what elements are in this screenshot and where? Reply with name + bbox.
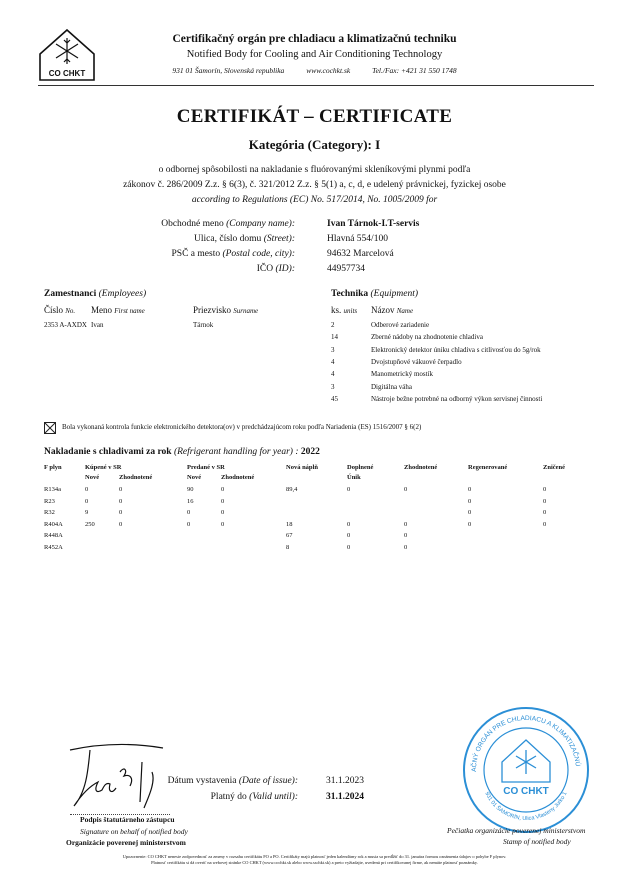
signature-label-sk: Podpis štatutárneho zástupcu xyxy=(80,815,175,824)
org-contact xyxy=(0,66,629,75)
refrigerant-cell-fill: 18 xyxy=(286,520,293,528)
city-value: 94632 Marcelová xyxy=(327,249,394,259)
company-name-label: Obchodné meno (Company name): xyxy=(161,219,295,229)
col-refilled: Doplnené xyxy=(347,464,374,471)
official-stamp xyxy=(462,706,590,834)
col-bought-new: Nové xyxy=(85,474,100,481)
refrigerant-cell-s_new: 90 xyxy=(187,486,194,493)
valid-date-label: Platný do (Valid until): xyxy=(210,792,298,802)
equipment-qty: 4 xyxy=(331,357,335,366)
equipment-qty: 45 xyxy=(331,394,338,403)
ico-value: 44957734 xyxy=(327,264,365,274)
refrigerant-cell-recov: 0 xyxy=(404,520,408,528)
company-name-value: Ivan Tárnok-I.T-servis xyxy=(327,219,420,229)
refrigerant-cell-s_new: 16 xyxy=(187,497,194,505)
col-bought: Kúpené v SR xyxy=(85,464,122,471)
equipment-name: Zberné nádoby na zhodnotenie chladiva xyxy=(371,333,483,342)
refrigerant-cell-regen: 0 xyxy=(468,486,472,493)
refrigerant-cell-gas: R448A xyxy=(44,532,63,539)
refrigerant-cell-b_new: 250 xyxy=(85,520,95,528)
equipment-qty: 3 xyxy=(331,382,335,391)
equipment-name: Nástroje bežne potrebné na odborný výkon servisnej činnosti xyxy=(371,394,543,403)
intro-line-3: according to Regulations (EC) No. 517/2014, No. 1005/2009 for xyxy=(191,195,438,205)
employee-first: Ivan xyxy=(91,321,104,329)
refrigerant-cell-regen: 0 xyxy=(468,520,472,528)
refrigerant-cell-fill: 8 xyxy=(286,543,290,551)
refrigerant-cell-b_rec: 0 xyxy=(119,520,123,528)
stamp-snowflake-icon xyxy=(502,740,550,782)
refrigerant-cell-destr: 0 xyxy=(543,520,547,528)
equipment-qty: 4 xyxy=(331,370,335,379)
refrigerant-cell-b_new: 9 xyxy=(85,509,89,516)
org-name-en: Notified Body for Cooling and Air Conditioning Technology xyxy=(186,49,443,60)
stamp-label-en: Stamp of notified body xyxy=(503,837,571,846)
certificate-category: Kategória (Category): I xyxy=(248,137,381,152)
col-destroyed: Zničené xyxy=(543,464,566,471)
equipment-qty: 2 xyxy=(331,321,335,329)
footer-line-2: Platnosť certifikátu si dá overiť na webovej stránke CO CHKT (www.cochkt.sk alebo www.sschkt.sk) a preto vyžiadajte, uvedenú pri certifikovanej firme, ak nemáte platnosť poznámky. xyxy=(151,859,478,865)
handwritten-signature xyxy=(68,742,178,817)
refrigerant-cell-s_rec: 0 xyxy=(221,520,225,528)
org-name-sk: Certifikačný orgán pre chladiacu a klimatizačnú techniku xyxy=(172,33,457,45)
ico-label: IČO (ID): xyxy=(256,264,295,274)
refrigerant-cell-fill: 67 xyxy=(286,532,293,539)
col-new-fill: Nová náplň xyxy=(286,464,318,471)
refrigerant-cell-gas: R404A xyxy=(44,520,63,528)
certificate-title: CERTIFIKÁT – CERTIFICATE xyxy=(176,106,453,127)
equipment-col-name: Názov Name xyxy=(371,305,414,315)
refrigerant-cell-b_rec: 0 xyxy=(119,509,123,516)
refrigerant-cell-destr: 0 xyxy=(543,497,547,505)
issue-date-label: Dátum vystavenia (Date of issue): xyxy=(167,776,298,786)
valid-date-value: 31.1.2024 xyxy=(326,792,364,802)
refrigerant-cell-b_new: 0 xyxy=(85,486,89,493)
refrigerant-cell-gas: R134a xyxy=(44,486,61,493)
org-address: 931 01 Šamorín, Slovenská republika xyxy=(172,66,285,75)
col-sold-recovered: Zhodnotené xyxy=(221,474,255,481)
street-value: Hlavná 554/100 xyxy=(327,234,388,244)
equipment-name: Elektronický detektor úniku chladiva s citlivosťou do 5g/rok xyxy=(371,345,541,354)
refrigerant-cell-regen: 0 xyxy=(468,509,472,516)
checkmark-x-icon xyxy=(45,423,55,433)
stamp-label-sk: Pečiatka organizácie poverenej ministerstvom xyxy=(447,826,586,835)
equipment-qty: 14 xyxy=(331,333,338,342)
employees-col-last: Priezvisko Surname xyxy=(193,305,259,315)
detector-check-checkbox[interactable] xyxy=(44,422,56,434)
refrigerant-cell-recov: 0 xyxy=(404,543,408,551)
org-web: www.cochkt.sk xyxy=(306,66,351,75)
refrigerant-cell-s_rec: 0 xyxy=(221,486,225,493)
col-recovered: Zhodnotené xyxy=(404,464,438,471)
city-label: PSČ a mesto (Postal code, city): xyxy=(171,249,295,259)
refrigerant-cell-refill: 0 xyxy=(347,543,351,551)
refrigerant-cell-b_rec: 0 xyxy=(119,486,123,493)
refrigerant-cell-s_rec: 0 xyxy=(221,509,225,516)
equipment-col-qty: ks. units xyxy=(331,305,358,315)
refrigerant-cell-fill: 89,4 xyxy=(286,486,298,493)
refrigerant-cell-recov: 0 xyxy=(404,532,408,539)
refrigerant-heading: Nakladanie s chladivami za rok (Refrigerant handling for year) : 2022 xyxy=(44,447,320,457)
refrigerant-cell-regen: 0 xyxy=(468,497,472,505)
refrigerant-cell-refill: 0 xyxy=(347,486,351,493)
issue-date-value: 31.1.2023 xyxy=(326,776,364,786)
employees-col-first: Meno First name xyxy=(91,305,145,315)
street-label: Ulica, číslo domu (Street): xyxy=(194,234,295,244)
header-rule xyxy=(38,85,594,86)
employee-no: 2353 A-AXDX xyxy=(44,321,87,329)
col-gas: F plyn xyxy=(44,464,62,471)
refrigerant-cell-refill: 0 xyxy=(347,532,351,539)
equipment-heading: Technika (Equipment) xyxy=(331,289,419,299)
refrigerant-cell-gas: R452A xyxy=(44,543,63,551)
signature-org: Organizácie poverenej ministerstvom xyxy=(66,838,186,847)
refrigerant-cell-b_new: 0 xyxy=(85,497,89,505)
employees-heading: Zamestnanci (Employees) xyxy=(44,289,147,299)
employees-col-no: Číslo No. xyxy=(44,305,76,315)
footer-note xyxy=(30,854,599,865)
equipment-name: Odberové zariadenie xyxy=(371,321,430,329)
intro-line-2: zákonov č. 286/2009 Z.z. § 6(3), č. 321/2012 Z.z. § 5(1) a, c, d, e udelený právnickej, fyzickej osobe xyxy=(123,180,506,190)
refrigerant-cell-b_rec: 0 xyxy=(119,497,123,505)
equipment-name: Manometrický mostík xyxy=(371,370,434,379)
signature-label-en: Signature on behalf of notified body xyxy=(80,827,188,836)
svg-text:CO CHKT: CO CHKT xyxy=(503,786,549,797)
svg-text:931 01 ŠAMORÍN, Ulica Vlasteny: 931 01 ŠAMORÍN, Ulica Vlasteny Jurko 1 xyxy=(483,791,569,823)
refrigerant-cell-s_new: 0 xyxy=(187,520,191,528)
refrigerant-cell-s_new: 0 xyxy=(187,509,191,516)
org-tel: Tel./Fax: +421 31 550 1748 xyxy=(372,66,457,75)
detector-check-note: Bola vykonaná kontrola funkcie elektronického detektora(ov) v predchádzajúcom roku podľa Nariadenia (ES) 1516/2007 § 6(2) xyxy=(62,423,422,431)
col-leak: Únik xyxy=(347,474,361,481)
col-regenerated: Regenerované xyxy=(468,464,508,471)
svg-text:CERTIFIKAČNÝ ORGÁN PRE CHLADIA: AČNÝ ORGÁN PRE CHLADIACU A KLIMATIZAČNÚ xyxy=(470,714,581,772)
employee-last: Tárnok xyxy=(193,321,214,329)
refrigerant-cell-destr: 0 xyxy=(543,486,547,493)
equipment-qty: 3 xyxy=(331,345,335,354)
refrigerant-cell-s_rec: 0 xyxy=(221,497,225,505)
refrigerant-cell-gas: R32 xyxy=(44,509,55,516)
equipment-name: Dvojstupňové vákuové čerpadlo xyxy=(371,357,462,366)
col-bought-recovered: Zhodnotené xyxy=(119,474,153,481)
col-sold-new: Nové xyxy=(187,474,202,481)
refrigerant-cell-gas: R23 xyxy=(44,497,55,505)
equipment-name: Digitálna váha xyxy=(371,382,413,391)
refrigerant-cell-refill: 0 xyxy=(347,520,351,528)
col-sold: Predané v SR xyxy=(187,464,225,471)
footer-line-1: Upozornenie: CO CHKT nenesie zodpovednosť za zmeny v rozsahu certifikátu FO a PO. Certifikáty majú platnosť jeden kalendárny rok a musia sa predĺžiť do 31. januára formou oznámenia údajov o pohybe F plynov. xyxy=(122,854,507,859)
intro-line-1: o odbornej spôsobilosti na nakladanie s fluórovanými skleníkovými plynmi podľa xyxy=(158,165,471,175)
refrigerant-cell-destr: 0 xyxy=(543,509,547,516)
svg-text:CO CHKT: CO CHKT xyxy=(48,69,86,78)
refrigerant-cell-recov: 0 xyxy=(404,486,408,493)
